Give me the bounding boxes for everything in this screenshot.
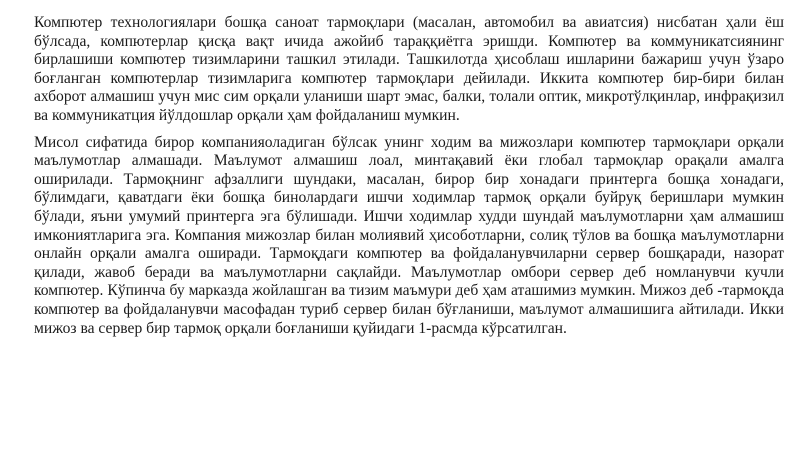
document-body — [34, 14, 784, 338]
paragraph: Мисол сифатида бирор компанияоладиган бўлсак унинг ходим ва мижозлари компютер тармоқлари орқали маълумотлар алмашади. Маълумот алмашиш лоал, минтақавий ёки глобал тармоқлар орақали амалга оширилади. Тармоқнинг афзаллиги шундаки, масалан, бирор бир хонадаги принтерга бошқа хонадаги, бўлимдаги, қаватдаги ёки бошқа бинолардаги ишчи ходимлар тармоқ орқали буйруқ беришлари мумкин бўлади, яъни умумий принтерга эга бўлишади. Ишчи ходимлар худди шундай маълумотларни ҳам алмашиш имкониятларига эга. Компания мижозлар билан молиявий ҳисоботларни, солиқ тўлов ва бошқа маълумотларни онлайн орқали амалга оширади. Тармоқдаги компютер ва фойдаланувчиларни сервер бошқаради, назорат қилади, жавоб беради ва маълумотларни сақлайди. Маълумотлар омбори сервер деб номланувчи кучли компютер. Кўпинча бу марказда жойлашган ва тизим маъмури деб ҳам аташимиз мумкин. Мижоз деб -тармоқда компютер ва фойдаланувчи масофадан туриб сервер билан бўғланиши, маълумот алмашишига айтилади. Икки мижоз ва сервер бир тармоқ орқали боғланиши қуйидаги 1-расмда кўрсатилган. — [34, 133, 784, 337]
paragraph: Компютер технологиялари бошқа саноат тармоқлари (масалан, автомобил ва авиатсия) нисбатан ҳали ёш бўлсада, компютерлар қисқа вақт ичида ажойиб тараққиётга эришди. Компютер ва коммуникатсиянинг бирлашиши компютер тизимларини ташкил этилади. Ташкилотда ҳисоблаш ишларини бажариш учун ўзаро боғланган компютерлар тизимларига компютер тармоқлари дейилади. Иккита компютер бир-бири билан ахборот алмашиш учун мис сим орқали уланиши шарт эмас, балки, толали оптик, микротўлқинлар, инфрақизил ва коммуникатция йўлдошлар орқали ҳам фойдаланиш мумкин. — [34, 14, 784, 124]
